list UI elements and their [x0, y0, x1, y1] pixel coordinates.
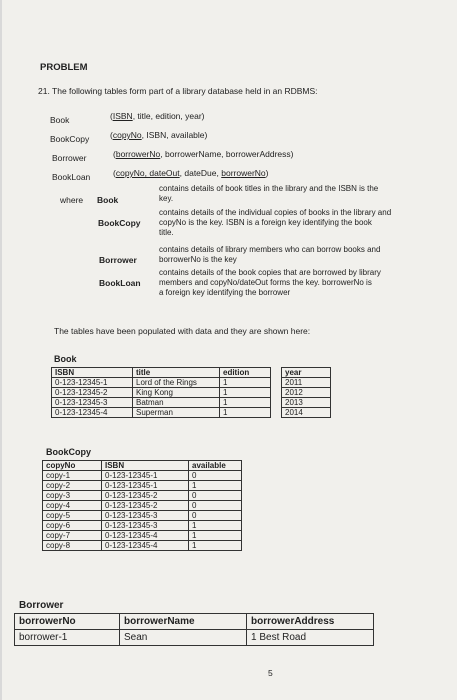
table-cell: King Kong: [133, 388, 220, 398]
table-row: [43, 521, 242, 531]
table-cell: 1: [189, 521, 242, 531]
table-cell: 1: [189, 541, 242, 551]
table-row: [15, 630, 374, 646]
page: [2, 0, 457, 700]
question-text: 21. The following tables form part of a library database held in an RDBMS:: [38, 86, 318, 96]
column-header: available: [189, 461, 242, 471]
table-cell: Lord of the Rings: [133, 378, 220, 388]
table-header-row: [15, 614, 374, 630]
table-row: [43, 501, 242, 511]
schema-attrs: (copyNo, dateOut, dateDue, borrowerNo): [113, 168, 269, 178]
table-cell: 0: [189, 511, 242, 521]
desc-name: BookCopy: [98, 218, 141, 228]
table-cell: copy-4: [43, 501, 102, 511]
table-cell: 2013: [282, 398, 331, 408]
table-cell: 0: [189, 501, 242, 511]
populated-note: The tables have been populated with data and they are shown here:: [54, 326, 311, 336]
desc-text: contains details of the book copies that are borrowed by library members and copyNo/dateOut forms the key. borrowerNo is a foreign key identifying the borrower: [159, 268, 381, 297]
table-row: [43, 481, 242, 491]
table-row: [52, 408, 331, 418]
heading: PROBLEM: [40, 62, 88, 73]
table-cell: Superman: [133, 408, 220, 418]
table-cell: 1: [220, 388, 271, 398]
table-header-row: [43, 461, 242, 471]
column-header: ISBN: [52, 368, 133, 378]
table-cell: 0-123-12345-3: [102, 511, 189, 521]
table-cell: 0-123-12345-2: [102, 491, 189, 501]
schema-attrs: (copyNo, ISBN, available): [110, 130, 208, 140]
table-row: [52, 398, 331, 408]
table-cell: Sean: [120, 630, 247, 646]
table-row: [43, 511, 242, 521]
page-number: 5: [268, 668, 273, 678]
table-cell: 0-123-12345-2: [102, 501, 189, 511]
table-cell: 0-123-12345-3: [102, 521, 189, 531]
table-cell: 0-123-12345-1: [102, 481, 189, 491]
table-cell: 0-123-12345-4: [102, 531, 189, 541]
desc-text: contains details of the individual copies of books in the library and copyNo is the key. ISBN is a foreign key identifying the book title.: [159, 208, 392, 237]
book-table-title: Book: [54, 354, 77, 364]
table-row: [43, 471, 242, 481]
desc-name: BookLoan: [99, 278, 141, 288]
desc-text: contains details of book titles in the library and the ISBN is the key.: [159, 184, 379, 203]
table-cell: 0: [189, 471, 242, 481]
column-header: year: [282, 368, 331, 378]
column-header: borrowerNo: [15, 614, 120, 630]
table-cell: copy-3: [43, 491, 102, 501]
table-row: [43, 491, 242, 501]
table-cell: 1: [220, 408, 271, 418]
table-row: [43, 541, 242, 551]
schema-attrs: (ISBN, title, edition, year): [110, 111, 205, 121]
table-cell: 1: [220, 398, 271, 408]
table-cell: copy-6: [43, 521, 102, 531]
table-header-row: [52, 368, 331, 378]
table-cell: copy-8: [43, 541, 102, 551]
table-cell: 2011: [282, 378, 331, 388]
table-cell: copy-1: [43, 471, 102, 481]
table-cell: 0: [189, 491, 242, 501]
table-row: [52, 388, 331, 398]
table-cell: 0-123-12345-2: [52, 388, 133, 398]
where-label: where: [60, 195, 84, 205]
schema-name: Borrower: [52, 153, 87, 163]
table-cell: 0-123-12345-1: [52, 378, 133, 388]
table-cell: 0-123-12345-4: [102, 541, 189, 551]
table-row: [52, 378, 331, 388]
schema-name: BookLoan: [52, 172, 91, 182]
borrower-table-title: Borrower: [19, 600, 64, 611]
column-header: title: [133, 368, 220, 378]
schema-name: Book: [50, 115, 70, 125]
table-cell: 1: [220, 378, 271, 388]
table-cell: 1 Best Road: [247, 630, 374, 646]
table-cell: 1: [189, 531, 242, 541]
borrower-table: [14, 613, 374, 646]
table-cell: copy-5: [43, 511, 102, 521]
table-cell: 0-123-12345-4: [52, 408, 133, 418]
schema-name: BookCopy: [50, 134, 90, 144]
column-header: borrowerName: [120, 614, 247, 630]
bookcopy-table-title: BookCopy: [46, 447, 91, 457]
column-header: borrowerAddress: [247, 614, 374, 630]
bookcopy-table: [42, 460, 242, 551]
column-header: edition: [220, 368, 271, 378]
table-cell: 2014: [282, 408, 331, 418]
column-header: copyNo: [43, 461, 102, 471]
table-cell: 2012: [282, 388, 331, 398]
table-cell: 0-123-12345-1: [102, 471, 189, 481]
table-cell: borrower-1: [15, 630, 120, 646]
table-cell: 0-123-12345-3: [52, 398, 133, 408]
table-cell: 1: [189, 481, 242, 491]
desc-name: Borrower: [99, 255, 137, 265]
table-cell: Batman: [133, 398, 220, 408]
book-table: [51, 367, 331, 418]
desc-text: contains details of library members who can borrow books and borrowerNo is the key: [159, 245, 381, 264]
schema-attrs: (borrowerNo, borrowerName, borrowerAddress): [113, 149, 294, 159]
table-row: [43, 531, 242, 541]
table-cell: copy-2: [43, 481, 102, 491]
column-header: ISBN: [102, 461, 189, 471]
desc-name: Book: [97, 195, 119, 205]
table-cell: copy-7: [43, 531, 102, 541]
